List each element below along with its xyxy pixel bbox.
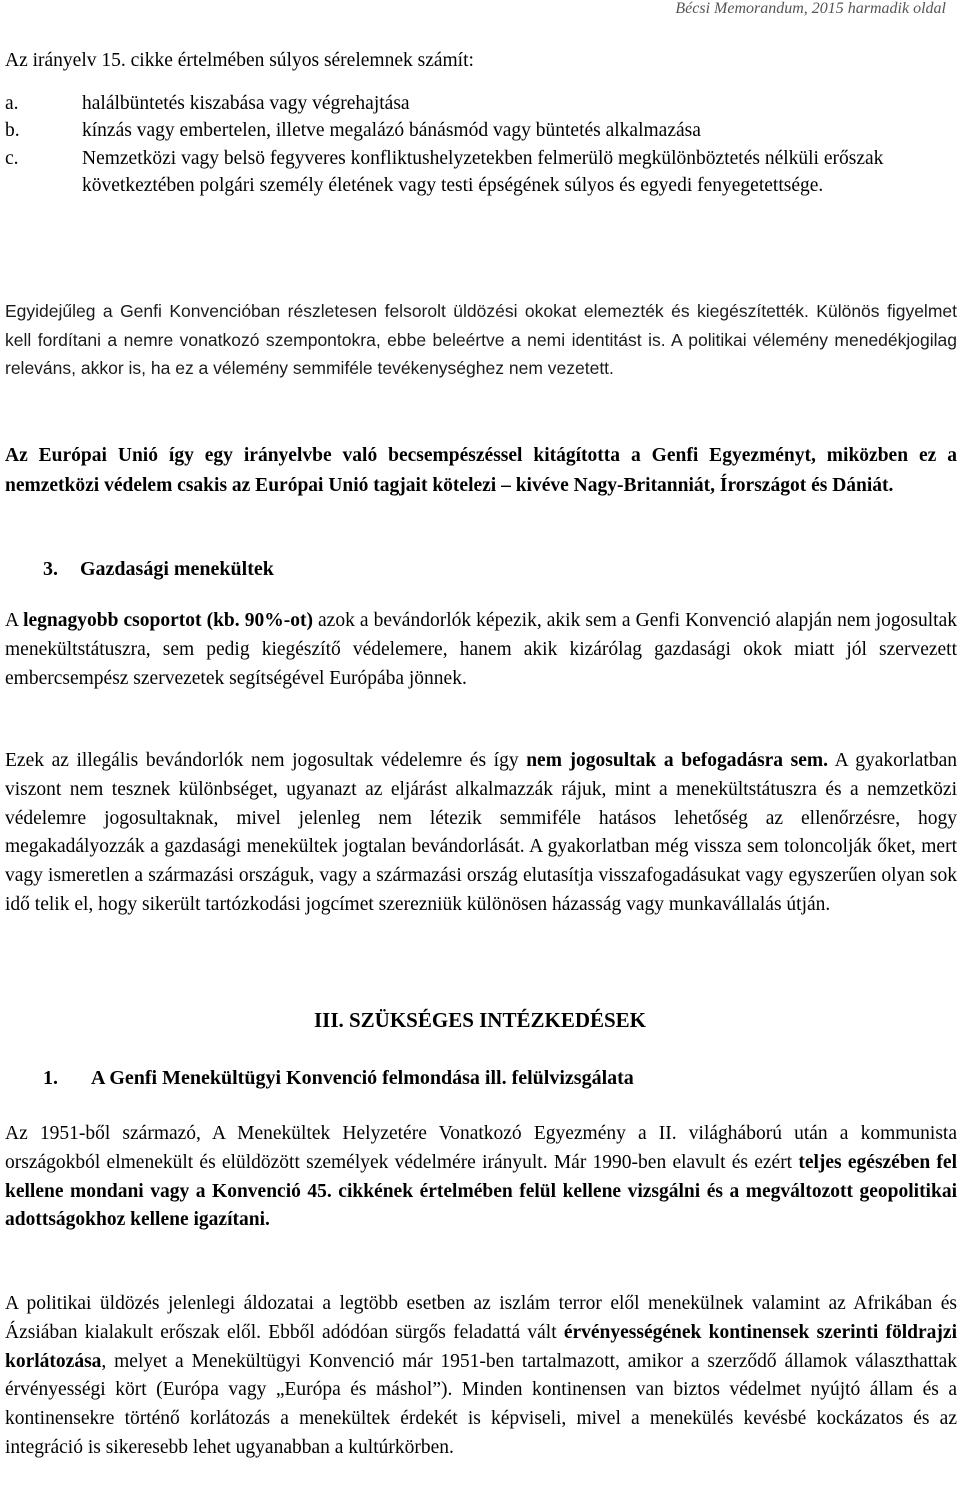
paragraph-eu-summary: Az Európai Unió így egy irányelvbe való becsempészéssel kitágította a Genfi Egyezményt, miközben ez a nemzetközi védelem csakis az Európai Unió tagjait kötelezi – kivéve Nagy-Britanniát, Írországot és Dániát. <box>5 445 957 496</box>
harm-list <box>5 90 957 200</box>
heading-necessary-measures: III. SZÜKSÉGES INTÉZKEDÉSEK <box>313 1008 647 1032</box>
list-marker: a. <box>5 92 19 114</box>
intro-line: Az irányelv 15. cikke értelmében súlyos sérelemnek számít: <box>5 50 474 71</box>
heading-number: 1. <box>43 1067 58 1089</box>
text-run-bold: nem jogosultak a befogadásra sem. <box>526 750 829 771</box>
heading-title: A Genfi Menekültügyi Konvenció felmondása ill. felülvizsgálata <box>91 1067 634 1089</box>
text-run: A politikai üldözés jelenlegi áldozatai a legtöbb esetben az iszlám terror elől menekülnek valamint az Afrikában és Ázsiában kialakult erőszak elől. Ebből adódóan sürgős feladattá vált <box>5 1293 957 1343</box>
list-item-text: kínzás vagy embertelen, illetve megalázó bánásmód vagy büntetés alkalmazása <box>82 120 701 141</box>
text-run: , melyet a Menekültügyi Konvenció már 1951-ben tartalmazott, amikor a szerződő államok választhattak érvényességi kört (Európa vagy „Európa és máshol”). Minden kontinensen van biztos védelmet nyújtó állam és a kontinensekre történő korlátozás a menekültek érdekét is képviseli, mivel a menekülés kevésbé kockázatos és az integráció is sikeresebb lehet ugyanabban a kultúrkörben. <box>5 1350 957 1458</box>
paragraph-illegal-migrants <box>5 747 957 920</box>
paragraph-1951-convention <box>5 1120 957 1235</box>
text-run: A <box>5 610 24 631</box>
heading-title: Gazdasági menekültek <box>80 558 274 580</box>
list-marker: b. <box>5 120 20 141</box>
list-marker: c. <box>5 147 19 169</box>
section-serious-harm <box>5 47 957 200</box>
text-run-bold: legnagyobb csoportot (kb. 90%-ot) <box>23 610 313 631</box>
text-run-bold: teljes egészében fel kellene mondani vagy a Konvenció 45. cikkének értelmében felül kellene vizsgálni és a megváltozott geopolitikai adottságokhoz kellene igazítani. <box>5 1151 957 1231</box>
page-header: Bécsi Memorandum, 2015 harmadik oldal <box>675 0 946 17</box>
text-run-bold: érvényességének kontinensek szerinti földrajzi korlátozása <box>5 1321 957 1372</box>
heading-genf-convention-review <box>43 1064 634 1092</box>
paragraph-political-persecution <box>5 1290 957 1463</box>
text-run: Az 1951-ből származó, A Menekültek Helyzetére Vonatkozó Egyezmény a II. világháború után a kommunista országokból elmenekült és elüldözött személyek védelmére irányult. Már 1990-ben elavult és ezért <box>5 1123 957 1173</box>
text-run: Ezek az illegális bevándorlók nem jogosultak védelemre és így <box>5 750 527 771</box>
list-item-text: Nemzetközi vagy belsö fegyveres konfliktushelyzetekben felmerülö megkülönböztetés nélküli erőszak következtében polgári személy életének vagy testi épségének súlyos és egyedi fenyegetettsége. <box>82 147 884 196</box>
heading-number: 3. <box>43 558 58 580</box>
list-item <box>5 117 957 145</box>
text-run: azok a bevándorlók képezik, akik sem a Genfi Konvenció alapján nem jogosultak menekültstátuszra, sem pedig kiegészítő védelemere, hanem akik kizárólag gazdasági okok miatt jól szervezett embercsempész szervezetek segítségével Európába jönnek. <box>5 610 957 689</box>
text-run: A gyakorlatban viszont nem tesznek különbséget, ugyanazt az eljárást alkalmazzák rájuk, mint a menekültstátuszra és a nemzetközi védelemre jogosultaknak, mivel jelenleg nem létezik semmiféle hatásos lehetőség az ellenőrzésre, hogy megakadályozzák a gazdasági menekültek jogtalan bevándorlását. A gyakorlatban még vissza sem toloncolják őket, mert vagy ismeretlen a származási országuk, vagy a származási ország elutasítja visszafogadásukat vagy egyszerűen olyan sok idő telik el, hogy sikerült tartózkodási jogcímet szerezniük különösen házasság vagy munkavállalás útján. <box>5 750 958 915</box>
paragraph-largest-group <box>5 607 957 693</box>
heading-economic-migrants <box>43 555 274 583</box>
list-item <box>5 145 957 200</box>
paragraph-genf-grounds: Egyidejűleg a Genfi Konvencióban részletesen felsorolt üldözési okokat elemezték és kiegészítették. Különös figyelmet kell fordítani a nemre vonatkozó szempontokra, ebbe beleértve a nemi identitást is. A politikai vélemény menedékjogilag releváns, akkor is, ha ez a vélemény semmiféle tevékenységhez nem vezetett. <box>5 301 957 378</box>
list-item <box>5 90 957 118</box>
list-item-text: halálbüntetés kiszabása vagy végrehajtása <box>82 92 410 114</box>
